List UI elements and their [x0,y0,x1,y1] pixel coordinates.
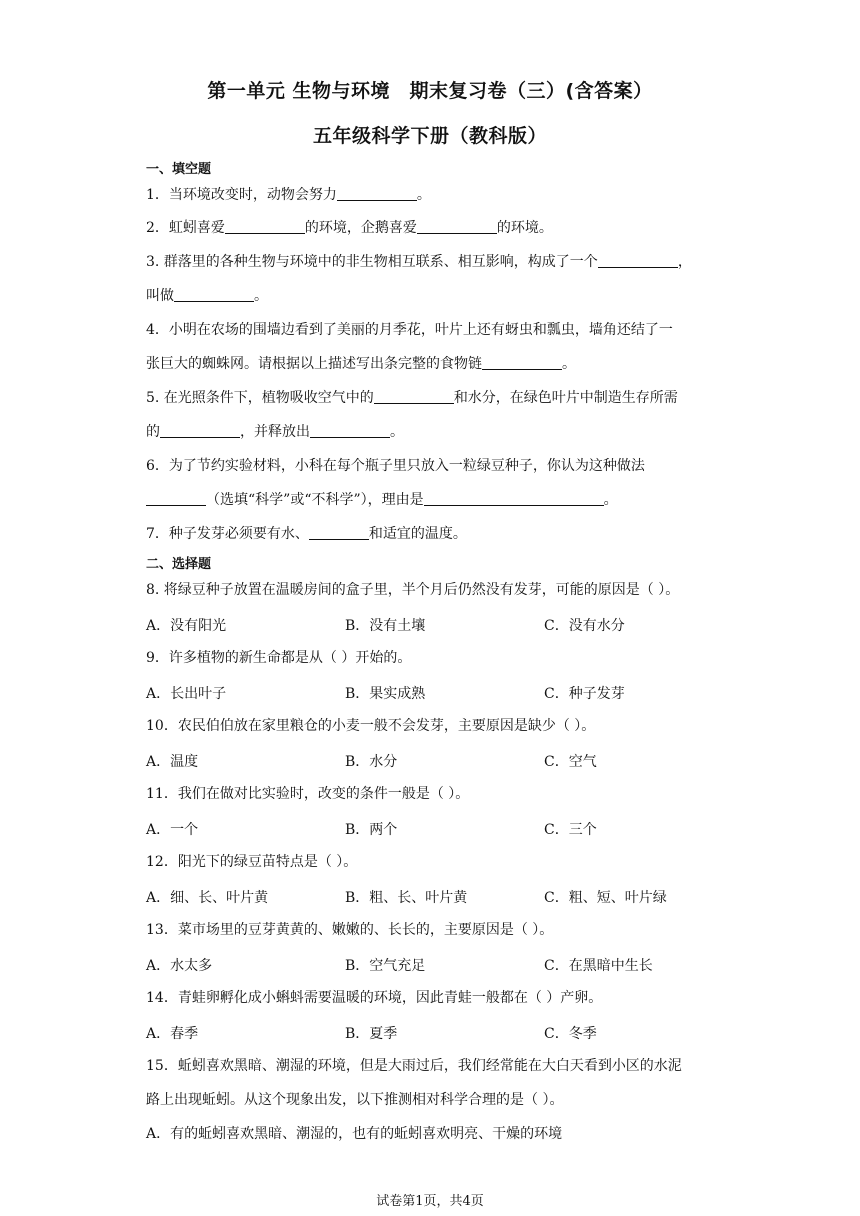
option-b: B．两个 [345,822,398,838]
option-b: B．水分 [345,754,398,770]
page-subtitle: 五年级科学下册（教科版） [312,125,547,147]
option-b: B．没有土壤 [345,618,426,634]
option-c: C．种子发芽 [544,686,625,702]
option-a: A．有的蚯蚓喜欢黑暗、潮湿的，也有的蚯蚓喜欢明亮、干燥的环境 [146,1126,563,1142]
page-footer: 试卷第1页，共4页 [376,1194,484,1209]
option-b: B．粗、长、叶片黄 [345,890,468,906]
question-text: 1．当环境改变时，动物会努力 [146,187,337,203]
answer-blank [160,423,240,438]
answer-blank [174,287,254,302]
option-a: A．温度 [146,754,199,770]
answer-blank [310,423,390,438]
question-4-line-2 [146,355,576,373]
option-c: C．粗、短、叶片绿 [544,890,667,906]
option-a: A．春季 [146,1026,199,1042]
option-a: A．长出叶子 [146,686,227,702]
question-text: 。 [390,424,404,440]
question-2 [146,219,553,237]
question-13: 13．菜市场里的豆芽黄黄的、嫩嫩的、长长的，主要原因是（ ）。 [146,922,554,938]
question-text: 张巨大的蜘蛛网。请根据以上描述写出条完整的食物链 [146,356,482,372]
option-c: C．冬季 [544,1026,597,1042]
option-b: B．果实成熟 [345,686,426,702]
question-4-line-1: 4．小明在农场的围墙边看到了美丽的月季花，叶片上还有蚜虫和瓢虫，墙角还结了一 [146,322,673,338]
question-text: 。 [416,187,431,203]
option-a: A．一个 [146,822,199,838]
answer-blank [374,389,454,404]
question-10: 10．农民伯伯放在家里粮仓的小麦一般不会发芽，主要原因是缺少（ ）。 [146,718,596,734]
answer-blank [598,253,678,268]
question-3-line-2 [146,287,268,305]
answer-blank [225,219,305,234]
question-text: 7．种子发芽必须要有水、 [146,526,309,542]
question-text: ， [677,254,692,270]
question-15-line-1: 15．蚯蚓喜欢黑暗、潮湿的环境，但是大雨过后，我们经常能在大白天看到小区的水泥 [146,1058,682,1074]
option-c: C．在黑暗中生长 [544,958,653,974]
answer-blank [146,491,206,506]
answer-blank [417,219,497,234]
question-1 [146,186,431,204]
question-text: 的 [146,424,160,440]
question-text: 。 [603,492,618,508]
option-c: C．空气 [544,754,597,770]
section-multiple-choice-heading: 二、选择题 [146,557,212,572]
question-8: 8. 将绿豆种子放置在温暖房间的盒子里，半个月后仍然没有发芽，可能的原因是（ ）。 [146,582,680,598]
section-fill-blank-heading: 一、填空题 [146,162,212,177]
answer-blank [309,525,369,540]
option-a: A．没有阳光 [146,618,227,634]
question-7 [146,525,467,543]
option-c: C．没有水分 [544,618,625,634]
question-3-line-1 [146,253,692,271]
question-5-line-2 [146,423,404,441]
question-text: 和水分，在绿色叶片中制造生存所需 [453,390,678,406]
question-14: 14．青蛙卵孵化成小蝌蚪需要温暖的环境，因此青蛙一般都在（ ）产卵。 [146,990,603,1006]
question-text: 5. 在光照条件下，植物吸收空气中的 [146,390,374,406]
question-text: 3. 群落里的各种生物与环境中的非生物相互联系、相互影响，构成了一个 [146,254,598,270]
question-6-line-1: 6．为了节约实验材料，小科在每个瓶子里只放入一粒绿豆种子，你认为这种做法 [146,458,645,474]
question-text: 叫做 [146,288,174,304]
question-text: 的环境，企鹅喜爱 [304,220,417,236]
question-text: 。 [562,356,576,372]
question-11: 11．我们在做对比实验时，改变的条件一般是（ ）。 [146,786,470,802]
question-text: 的环境。 [496,220,553,236]
question-12: 12．阳光下的绿豆苗特点是（ ）。 [146,854,358,870]
option-b: B．夏季 [345,1026,398,1042]
question-15-line-2: 路上出现蚯蚓。从这个现象出发，以下推测相对科学合理的是（ ）。 [146,1092,564,1108]
page-title: 第一单元 生物与环境 期末复习卷（三）(含答案） [207,80,653,102]
option-a: A．水太多 [146,958,213,974]
question-text: 和适宜的温度。 [368,526,467,542]
option-b: B．空气充足 [345,958,426,974]
question-text: ，并释放出 [240,424,310,440]
question-5-line-1 [146,389,678,407]
question-9: 9．许多植物的新生命都是从（ ）开始的。 [146,650,412,666]
answer-blank [424,491,604,506]
option-c: C．三个 [544,822,597,838]
question-6-line-2 [146,491,618,509]
option-a: A．细、长、叶片黄 [146,890,269,906]
question-text: 2．虹蚓喜爱 [146,220,225,236]
question-text: （选填“科学”或“不科学”），理由是 [206,492,424,508]
answer-blank [337,186,417,201]
question-text: 。 [254,288,268,304]
answer-blank [482,355,562,370]
